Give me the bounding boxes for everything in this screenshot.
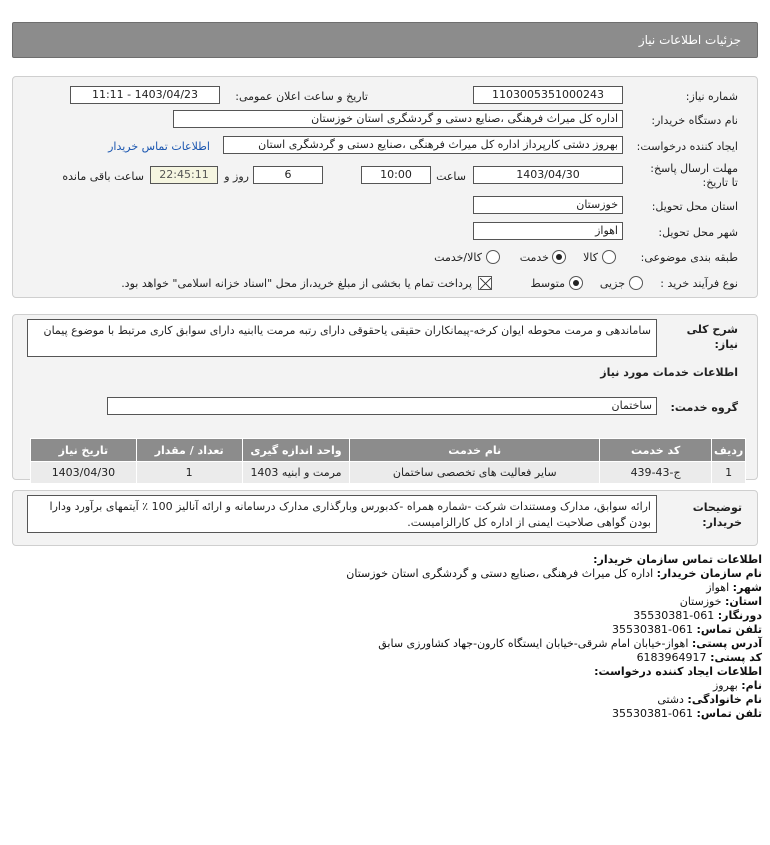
table-row[interactable] bbox=[31, 462, 746, 484]
deadline-label: مهلت ارسال پاسخ: تا تاریخ: bbox=[650, 162, 738, 189]
province-field[interactable]: خوزستان bbox=[473, 196, 623, 214]
category-radio-service[interactable] bbox=[552, 250, 566, 264]
category-label: طبقه بندی موضوعی: bbox=[640, 251, 738, 264]
buyer-notes-text: ارائه سوابق، مدارک ومستندات شرکت -شماره همراه -کدبورس وبارگذاری مدارک درسامانه و ارائه آنالیز 100 ٪ آیتمهای برآورد ودارا بودن گواهی صلاحیت ایمنی از اداره کل کارالزامیست. bbox=[27, 495, 657, 533]
remaining-time-label: ساعت باقی مانده bbox=[62, 170, 144, 183]
process-radio-medium[interactable] bbox=[569, 276, 583, 290]
cell-code: ج-43-439 bbox=[600, 462, 712, 484]
announce-date-label: تاریخ و ساعت اعلان عمومی: bbox=[235, 90, 368, 103]
category-radio-goods-service[interactable] bbox=[486, 250, 500, 264]
days-remaining-field[interactable]: 6 bbox=[253, 166, 323, 184]
page-header bbox=[12, 22, 758, 58]
contact-fax-row: دورنگار: 061-35530381 bbox=[633, 609, 762, 622]
process-label: نوع فرآیند خرید : bbox=[660, 277, 738, 290]
col-date: تاریخ نیاز bbox=[31, 439, 137, 462]
creator-last-name-row: نام خانوادگی: دشتی bbox=[657, 693, 762, 706]
need-number-field[interactable]: 1103005351000243 bbox=[473, 86, 623, 104]
creator-phone-row: تلفن تماس: 061-35530381 bbox=[612, 707, 762, 720]
payment-note: پرداخت تمام یا بخشی از مبلغ خرید،از محل "اسناد خزانه اسلامی" خواهد بود. bbox=[121, 277, 472, 290]
col-row: ردیف bbox=[712, 439, 746, 462]
creator-info-title: اطلاعات ایجاد کننده درخواست: bbox=[594, 665, 762, 678]
announce-date-field[interactable]: 1403/04/23 - 11:11 bbox=[70, 86, 220, 104]
service-group-field[interactable]: ساختمان bbox=[107, 397, 657, 415]
creator-label: ایجاد کننده درخواست: bbox=[636, 140, 738, 153]
need-number-label: شماره نیاز: bbox=[685, 90, 738, 103]
table-header-row bbox=[31, 439, 746, 462]
col-unit: واحد اندازه گیری bbox=[242, 439, 350, 462]
col-name: نام خدمت bbox=[350, 439, 600, 462]
contact-address-row: آدرس پستی: اهواز-خیابان امام شرقی-خیابان ایستگاه کارون-جهاد کشاورزی سابق bbox=[378, 637, 762, 650]
buyer-notes-label: توضیحات خریدار: bbox=[692, 501, 742, 529]
creator-field[interactable]: بهروز دشتی کارپرداز اداره کل میراث فرهنگی ،صنایع دستی و گردشگری استان bbox=[223, 136, 623, 154]
cell-row: 1 bbox=[712, 462, 746, 484]
category-option-goods-service: کالا/خدمت bbox=[434, 251, 482, 264]
contact-phone-row: تلفن تماس: 061-35530381 bbox=[612, 623, 762, 636]
cell-name: سایر فعالیت های تخصصی ساختمان bbox=[350, 462, 600, 484]
category-option-service: خدمت bbox=[519, 251, 549, 264]
creator-first-name-row: نام: بهروز bbox=[712, 679, 762, 692]
city-label: شهر محل تحویل: bbox=[658, 226, 738, 239]
process-option-medium: متوسط bbox=[530, 277, 565, 290]
deadline-date-field[interactable]: 1403/04/30 bbox=[473, 166, 623, 184]
deadline-time-label: ساعت bbox=[436, 170, 466, 183]
col-code: کد خدمت bbox=[600, 439, 712, 462]
category-radio-goods[interactable] bbox=[602, 250, 616, 264]
remaining-time-field: 22:45:11 bbox=[150, 166, 218, 184]
process-radio-minor[interactable] bbox=[629, 276, 643, 290]
category-option-goods: کالا bbox=[583, 251, 598, 264]
contact-postal-row: کد پستی: 6183964917 bbox=[636, 651, 762, 664]
cell-unit: مرمت و ابنیه 1403 bbox=[242, 462, 350, 484]
deadline-time-field[interactable]: 10:00 bbox=[361, 166, 431, 184]
process-option-minor: جزیی bbox=[599, 277, 625, 290]
contact-title: اطلاعات تماس سازمان خریدار: bbox=[593, 553, 762, 566]
page-title: جزئیات اطلاعات نیاز bbox=[638, 33, 741, 47]
contact-province-row: استان: خوزستان bbox=[679, 595, 762, 608]
days-label: روز و bbox=[224, 170, 249, 183]
buyer-org-field[interactable]: اداره کل میراث فرهنگی ،صنایع دستی و گردشگری استان خوزستان bbox=[173, 110, 623, 128]
description-text: ساماندهی و مرمت محوطه ایوان کرخه-پیمانکاران حقیقی یاحقوقی دارای رتبه مرمت یاابنیه دارای سوابق کاری مرتبط با موضوع پیمان bbox=[27, 319, 657, 357]
description-label: شرح کلی نیاز: bbox=[686, 323, 738, 351]
province-label: استان محل تحویل: bbox=[651, 200, 738, 213]
buyer-contact-link[interactable]: اطلاعات تماس خریدار bbox=[108, 140, 210, 153]
buyer-org-label: نام دستگاه خریدار: bbox=[651, 114, 738, 127]
contact-org-row: نام سازمان خریدار: اداره کل میراث فرهنگی ،صنایع دستی و گردشگری استان خوزستان bbox=[346, 567, 762, 580]
services-section-title: اطلاعات خدمات مورد نیاز bbox=[600, 366, 738, 379]
service-group-label: گروه خدمت: bbox=[670, 401, 738, 414]
city-field[interactable]: اهواز bbox=[473, 222, 623, 240]
services-table bbox=[30, 438, 746, 484]
treasury-checkbox-icon[interactable] bbox=[478, 276, 492, 290]
contact-city-row: شهر: اهواز bbox=[706, 581, 762, 594]
cell-qty: 1 bbox=[136, 462, 242, 484]
cell-date: 1403/04/30 bbox=[31, 462, 137, 484]
col-qty: تعداد / مقدار bbox=[136, 439, 242, 462]
